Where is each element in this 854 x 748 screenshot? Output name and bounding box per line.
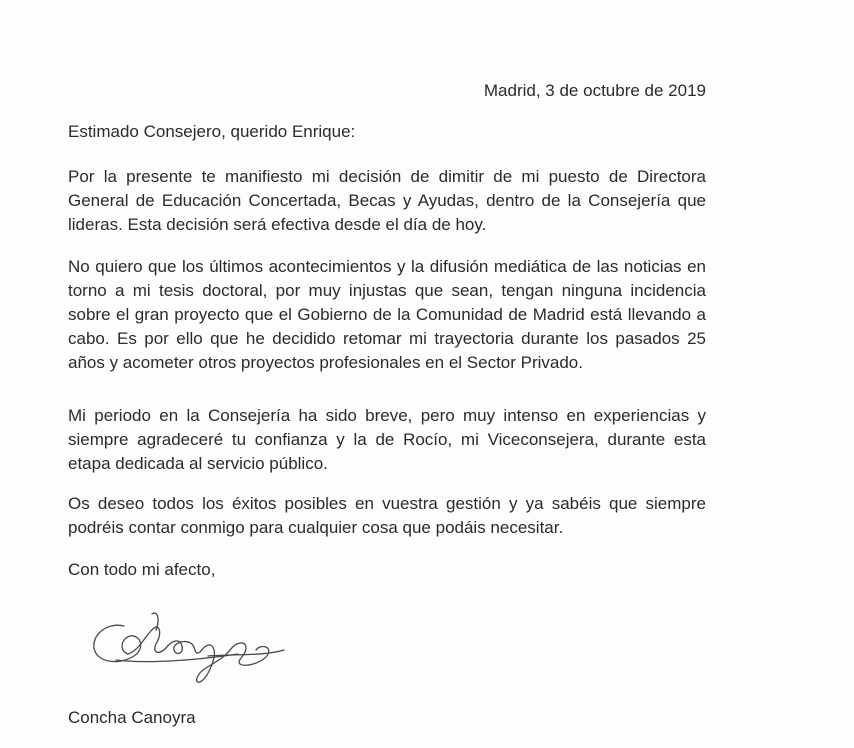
letter-paragraph-3: Mi periodo en la Consejería ha sido breve, pero muy intenso en experiencias y siempre agradeceré tu confianza y la de Rocío, mi Viceconsejera, durante esta etapa dedicada al servicio público. [68,406,706,473]
letter-paragraph-2: No quiero que los últimos acontecimientos y la difusión mediática de las noticias en torno a mi tesis doctoral, por muy injustas que sean, tengan ninguna incidencia sobre el gran proyecto que el Gobierno de la Comunidad de Madrid está llevando a cabo. Es por ello que he decidido retomar mi trayectoria durante los pasados 25 años y acometer otros proyectos profesionales en el Sector Privado. [68,257,706,372]
letter-paragraph-4: Os deseo todos los éxitos posibles en vuestra gestión y ya sabéis que siempre podréis contar conmigo para cualquier cosa que podáis necesitar. [68,494,706,537]
signer-name: Concha Canoyra [68,708,196,727]
letter-paragraph-1: Por la presente te manifiesto mi decisión de dimitir de mi puesto de Directora General de Educación Concertada, Becas y Ayudas, dentro de la Consejería que lideras. Esta decisión será efectiva desde el día de hoy. [68,167,706,234]
letter-closing: Con todo mi afecto, [68,560,216,579]
handwritten-signature [88,604,288,686]
letter-date: Madrid, 3 de octubre de 2019 [483,81,706,100]
letter-salutation: Estimado Consejero, querido Enrique: [68,122,356,141]
